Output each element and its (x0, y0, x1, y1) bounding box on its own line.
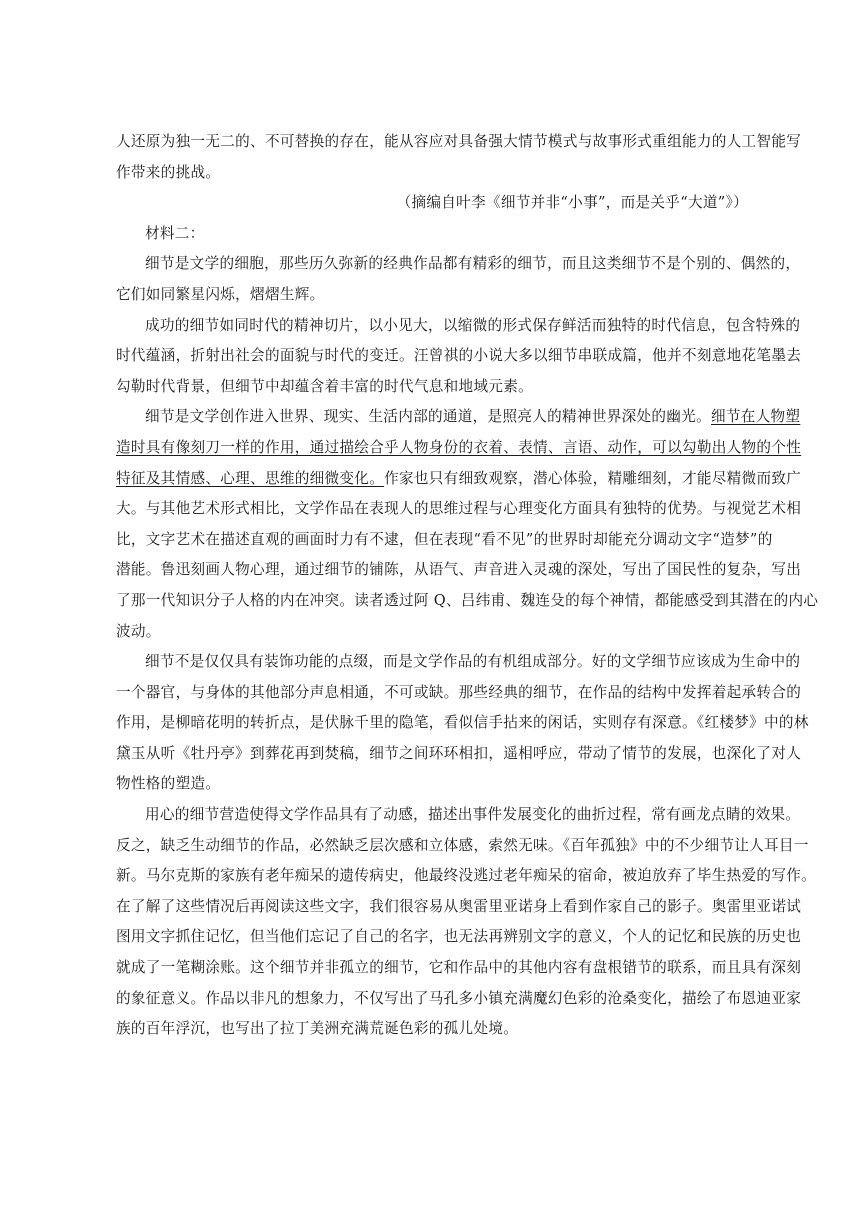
text-line: 新。马尔克斯的家族有老年痴呆的遗传病史，他最终没逃过老年痴呆的宿命，被迫放弃了毕生热爱的写作。 (116, 867, 817, 885)
text-line: 它们如同繁星闪烁，熠熠生辉。 (116, 285, 325, 303)
document-page (116, 127, 819, 1045)
text-line: 作带来的挑战。 (116, 163, 221, 181)
underlined-text: 细节在人物塑 (710, 408, 801, 426)
text-line: 勾勒时代背景，但细节中却蕴含着丰富的时代气息和地域元素。 (116, 377, 534, 395)
para-3 (116, 402, 819, 647)
text-line: 族的百年浮沉，也写出了拉丁美洲充满荒诞色彩的孤儿处境。 (116, 1020, 519, 1038)
text-line: 时代蕴涵，折射出社会的面貌与时代的变迁。汪曾祺的小说大多以细节串联成篇，他并不刻意地花笔墨去 (116, 347, 802, 365)
text-segment: 作家也只有细致观察，潜心体验，精雕细刻，才能尽精微而致广 (384, 469, 802, 487)
text-line: 潜能。鲁迅刻画人物心理，通过细节的铺陈，从语气、声音进入灵魂的深处，写出了国民性的复杂，写出 (116, 561, 802, 579)
text-line: 细节是文学的细胞，那些历久弥新的经典作品都有精彩的细节，而且这类细节不是个别的、偶然的， (145, 255, 801, 273)
source-citation (116, 188, 752, 219)
text-line: 成功的细节如同时代的精神切片，以小见大，以缩微的形式保存鲜活而独特的时代信息，包含特殊的 (145, 316, 801, 334)
text-line (116, 433, 802, 464)
text-line: 人还原为独一无二的、不可替换的存在，能从容应对具备强大情节模式与故事形式重组能力的人工智能写 (116, 133, 802, 150)
para-continuation (116, 127, 802, 188)
text-line: 作用，是柳暗花明的转折点，是伏脉千里的隐笔，看似信手拈来的闲话，实则存有深意。《红楼梦》中的林 (116, 714, 809, 732)
underlined-text: 造时具有像刻刀一样的作用，通过描绘合乎人物身份的衣着、表情、言语、动作，可以勾勒出人物的个性 (116, 438, 802, 456)
text-line: 就成了一笔糊涂账。这个细节并非孤立的细节，它和作品中的其他内容有盘根错节的联系，而且具有深刻 (116, 959, 802, 977)
underlined-text: 特征及其情感、心理、思维的细微变化。 (116, 469, 385, 487)
para-2 (116, 311, 802, 403)
text-line: 物性格的塑造。 (116, 775, 221, 793)
para-4 (116, 647, 809, 800)
text-line (116, 402, 801, 433)
text-line: 在了解了这些情况后再阅读这些文字，我们很容易从奥雷里亚诺身上看到作家自己的影子。奥雷里亚诺试 (116, 897, 802, 915)
text-line: 波动。 (116, 622, 161, 640)
text-line: 材料二： (145, 224, 205, 242)
text-line: 的象征意义。作品以非凡的想象力，不仅写出了马孔多小镇充满魔幻色彩的沧桑变化，描绘了布恩迪亚家 (116, 989, 802, 1007)
text-line: 了那一代知识分子人格的内在冲突。读者透过阿 Q、吕纬甫、魏连殳的每个神情，都能感受到其潜在的内心 (116, 591, 819, 609)
text-line: 比，文字艺术在描述直观的画面时力有不逮，但在表现“看不见”的世界时却能充分调动文字“造梦”的 (116, 530, 773, 548)
text-line: 一个器官，与身体的其他部分声息相通，不可或缺。那些经典的细节，在作品的结构中发挥着起承转合的 (116, 683, 802, 701)
text-segment: 细节是文学创作进入世界、现实、生活内部的通道，是照亮人的精神世界深处的幽光。 (145, 408, 711, 426)
text-line: （摘编自叶李《细节并非“小事”，而是关乎“大道”》） (396, 194, 748, 212)
text-line (116, 464, 802, 495)
text-line: 图用文字抓住记忆，但当他们忘记了自己的名字，也无法再辨别文字的意义，个人的记忆和民族的历史也 (116, 928, 802, 946)
material-two-heading (116, 219, 752, 250)
text-line: 反之，缺乏生动细节的作品，必然缺乏层次感和立体感，索然无味。《百年孤独》中的不少细节让人耳目一 (116, 836, 809, 854)
text-line: 用心的细节营造使得文学作品具有了动感，描述出事件发展变化的曲折过程，常有画龙点睛的效果。 (145, 806, 801, 824)
text-line: 黛玉从听《牡丹亭》到葬花再到焚稿，细节之间环环相扣，遥相呼应，带动了情节的发展，也深化了对人 (116, 744, 802, 762)
para-1 (116, 249, 801, 310)
text-line: 细节不是仅仅具有装饰功能的点缀，而是文学作品的有机组成部分。好的文学细节应该成为生命中的 (145, 653, 801, 671)
text-line: 大。与其他艺术形式相比，文学作品在表现人的思维过程与心理变化方面具有独特的优势。与视觉艺术相 (116, 500, 802, 518)
para-5 (116, 800, 817, 1045)
